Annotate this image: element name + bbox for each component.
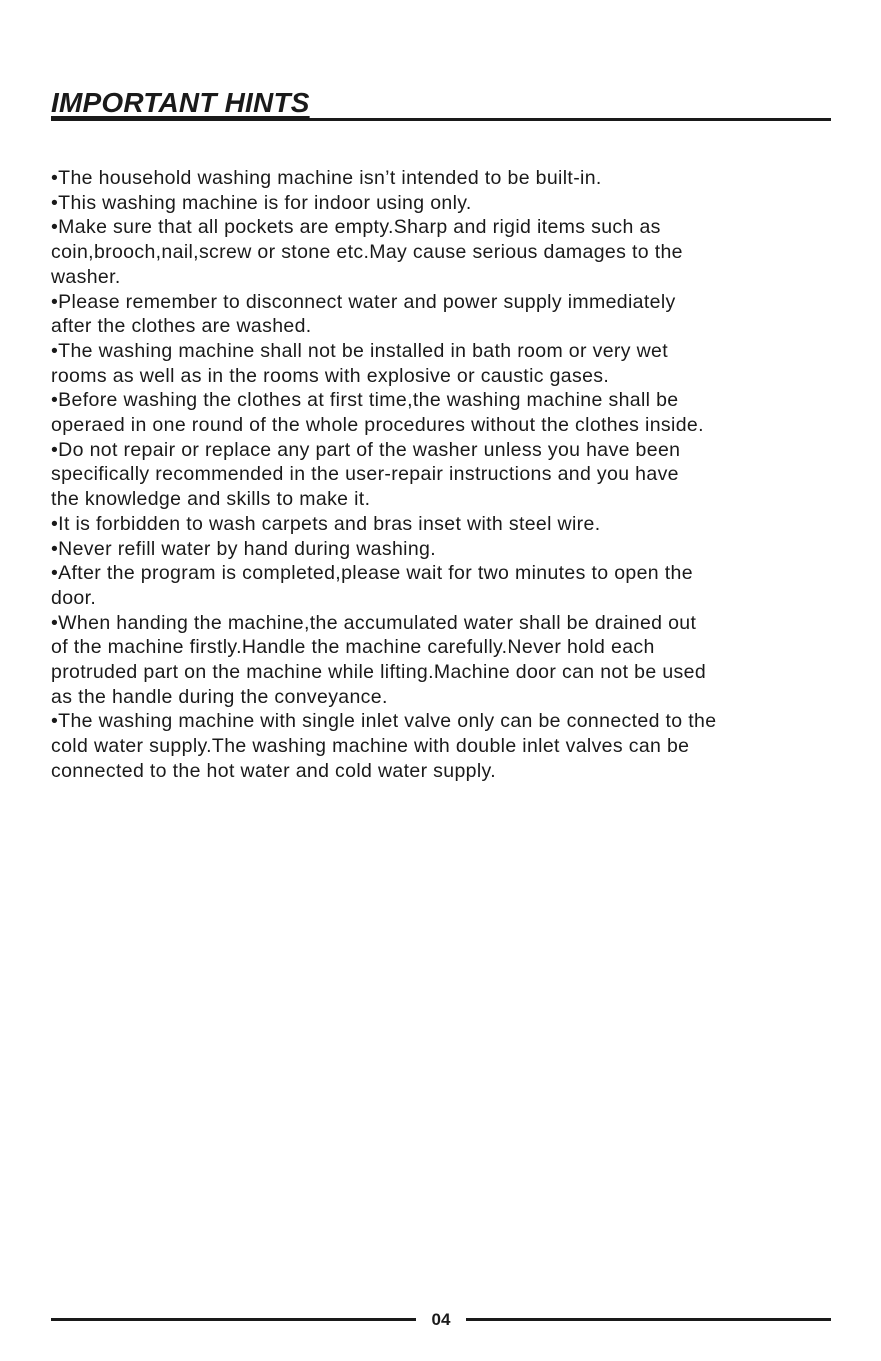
footer-rule-left <box>51 1318 416 1321</box>
hint-open-door: •After the program is completed,please wait for two minutes to open the door. <box>51 562 693 609</box>
page-title: IMPORTANT HINTS <box>51 87 310 118</box>
hint-repair: •Do not repair or replace any part of the washer unless you have been specifically recommended in the user-repair instructions and you have the knowledge and skills to make it. <box>51 438 681 511</box>
hint-forbidden-items: •It is forbidden to wash carpets and bras inset with steel wire. <box>51 512 601 535</box>
hint-indoor-use: •This washing machine is for indoor using only. <box>51 191 472 214</box>
hint-installation-location: •The washing machine shall not be installed in bath room or very wet rooms as well as in the rooms with explosive or caustic gases. <box>51 339 669 387</box>
hint-inlet-valves: •The washing machine with single inlet valve only can be connected to the cold water supply.The washing machine with double inlet valves can be connected to the hot water and cold water supply. <box>51 710 717 782</box>
hints-list <box>51 166 841 784</box>
hint-built-in: •The household washing machine isn’t intended to be built-in. <box>51 167 602 189</box>
hint-refill-water: •Never refill water by hand during washing. <box>51 537 436 560</box>
page-footer <box>51 1308 831 1332</box>
hint-empty-pockets: •Make sure that all pockets are empty.Sharp and rigid items such as coin,brooch,nail,screw or stone etc.May cause serious damages to the washer. <box>51 216 683 288</box>
hint-handling: •When handing the machine,the accumulated water shall be drained out of the machine firstly.Handle the machine carefully.Never hold each protruded part on the machine while lifting.Machine door can not be used as the handle during the conveyance. <box>51 611 707 708</box>
footer-rule-right <box>466 1318 831 1321</box>
page-number: 04 <box>431 1310 451 1329</box>
hint-disconnect-supply: •Please remember to disconnect water and power supply immediately after the clothes are washed. <box>51 290 676 338</box>
title-rule <box>51 82 831 121</box>
hint-first-wash: •Before washing the clothes at first time,the washing machine shall be operaed in one round of the whole procedures without the clothes inside. <box>51 389 704 437</box>
